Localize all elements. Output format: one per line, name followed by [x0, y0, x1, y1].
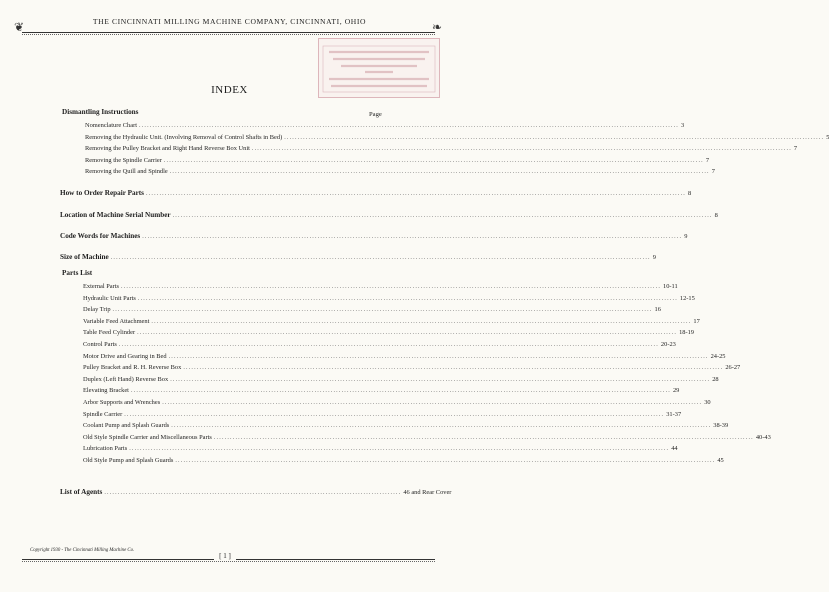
leader-dots: ........................................................................................................................................................................................................	[139, 123, 679, 129]
toc-entry-page: 38-39	[713, 422, 729, 430]
toc-entry	[83, 457, 724, 467]
toc-entry-label: Motor Drive and Gearing in Bed	[83, 352, 167, 360]
leader-dots: ........................................................................................................................................................................................................	[137, 295, 678, 302]
leader-dots: ........................................................................................................................................................................................................	[145, 191, 686, 197]
toc-entry-label: Old Style Spindle Carrier and Miscellaneous Parts	[83, 433, 212, 441]
running-header: THE CINCINNATI MILLING MACHINE COMPANY, CINCINNATI, OHIO	[92, 17, 367, 26]
toc-entry-label: How to Order Repair Parts	[60, 189, 144, 197]
leader-dots: ........................................................................................................................................................................................................	[163, 157, 704, 164]
toc-entry	[83, 399, 711, 409]
leader-dots: ........................................................................................................................................................................................................	[142, 234, 683, 240]
toc-entry-page: 17	[693, 317, 700, 325]
leader-dots: ........................................................................................................................................................................................................	[251, 146, 792, 152]
toc-entry-page: 9	[684, 233, 688, 240]
toc-entry	[83, 433, 771, 444]
toc-entry-label: Hydraulic Unit Parts	[83, 294, 136, 302]
toc-entry-label: Duplex (Left Hand) Reverse Box	[83, 375, 169, 383]
toc-entry	[83, 410, 682, 421]
toc-entry	[85, 156, 710, 167]
leader-dots: ........................................................................................................................................................................................................	[171, 423, 712, 430]
header-rule-dotted	[22, 34, 435, 35]
toc-entry	[83, 306, 661, 316]
page-number: [ 1 ]	[214, 552, 236, 560]
toc-entry	[83, 317, 700, 328]
toc-entry-page: 8	[714, 212, 718, 219]
toc-entry-page: 3	[681, 122, 685, 129]
toc-entry	[83, 422, 729, 432]
leader-dots: ........................................................................................................................................................................................................	[112, 307, 653, 314]
section-heading-parts: Parts List	[62, 269, 93, 277]
toc-entry-page: 7	[705, 156, 710, 164]
toc-entry	[83, 352, 726, 363]
section-heading-dismantling: Dismantling Instructions	[62, 108, 139, 116]
left-ornament-icon: ❦	[14, 20, 25, 34]
toc-entry-page: 5	[826, 133, 829, 141]
toc-entry	[60, 253, 656, 263]
leader-dots: ........................................................................................................................................................................................................	[175, 458, 716, 464]
toc-entry-page: 20-23	[660, 341, 676, 348]
page-column-label: Page	[369, 111, 382, 118]
toc-entry-label: Old Style Pump and Splash Guards	[83, 457, 174, 464]
toc-entry	[60, 189, 692, 199]
toc-entry-page: 28	[712, 375, 719, 383]
toc-entry-label: Elevating Bracket	[83, 387, 129, 395]
toc-entry-page: 12-15	[679, 294, 695, 302]
leader-dots: ........................................................................................................................................................................................................	[284, 134, 825, 141]
leader-dots: ..............................................................................................................	[104, 490, 402, 496]
leader-dots: ........................................................................................................................................................................................................	[213, 434, 754, 441]
toc-entry	[83, 375, 719, 386]
leader-dots: ........................................................................................................................................................................................................	[118, 342, 659, 348]
toc-entry	[83, 283, 678, 293]
toc-entry-label: Spindle Carrier	[83, 410, 123, 418]
toc-entry-label: Removing the Pulley Bracket and Right Hand Reverse Box Unit	[85, 145, 250, 152]
right-ornament-icon: ❧	[432, 20, 443, 34]
toc-entry	[85, 133, 829, 144]
toc-entry-page: 18-19	[679, 329, 695, 337]
leader-dots: ........................................................................................................................................................................................................	[124, 411, 665, 418]
toc-entry-page: 7	[711, 168, 715, 175]
footer-rule-dotted	[22, 561, 435, 562]
toc-entry-label: Size of Machine	[60, 253, 109, 261]
toc-entry-page: 45	[717, 457, 724, 464]
toc-entry-label: Removing the Spindle Carrier	[85, 156, 162, 164]
toc-entry-label: Code Words for Machines	[60, 232, 141, 240]
toc-entry	[83, 387, 680, 397]
leader-dots: ........................................................................................................................................................................................................	[172, 213, 713, 219]
leader-dots: ........................................................................................................................................................................................................	[110, 255, 651, 261]
toc-entry-page: 46 and Rear Cover	[403, 489, 452, 496]
toc-entry-agents	[60, 488, 452, 498]
toc-entry	[83, 294, 695, 305]
toc-entry-page: 7	[793, 145, 798, 152]
leader-dots: ........................................................................................................................................................................................................	[130, 388, 671, 395]
toc-entry-page: 24-25	[710, 352, 726, 360]
toc-entry	[83, 445, 678, 455]
toc-entry-label: Variable Feed Attachment	[83, 317, 150, 325]
toc-entry-label: Removing the Hydraulic Unit. (Involving Removal of Control Shafts in Bed)	[85, 133, 283, 141]
toc-entry-page: 8	[687, 190, 692, 197]
leader-dots: ........................................................................................................................................................................................................	[129, 446, 670, 453]
toc-entry-label: Lubrication Parts	[83, 445, 128, 453]
toc-entry-page: 16	[654, 306, 661, 314]
leader-dots: ........................................................................................................................................................................................................	[170, 376, 711, 383]
toc-entry-label: Pulley Bracket and R. H. Reverse Box	[83, 364, 182, 372]
toc-entry	[85, 145, 798, 155]
leader-dots: ........................................................................................................................................................................................................	[151, 318, 692, 325]
toc-entry-label: Removing the Quill and Spindle	[85, 168, 168, 175]
toc-entry-page: 29	[672, 387, 680, 395]
toc-entry-label: Location of Machine Serial Number	[60, 211, 171, 219]
toc-entry	[60, 232, 688, 242]
toc-entry	[85, 122, 685, 132]
toc-entry-label: Arbor Supports and Wrenches	[83, 399, 161, 406]
toc-entry-label: Control Parts	[83, 341, 117, 348]
toc-entry-page: 10-11	[663, 283, 678, 290]
toc-entry-label: Delay Trip	[83, 306, 111, 314]
copyright-notice: Copyright 1930 - The Cincinnati Milling Machine Co.	[30, 548, 135, 553]
toc-entry-page: 31-37	[666, 410, 682, 418]
toc-entry-page: 40-43	[755, 433, 771, 441]
leader-dots: ........................................................................................................................................................................................................	[169, 169, 710, 175]
header-rule	[22, 32, 435, 33]
toc-entry-page: 30	[704, 399, 711, 406]
toc-entry-label: Table Feed Cylinder	[83, 329, 136, 337]
leader-dots: ........................................................................................................................................................................................................	[168, 353, 709, 360]
toc-entry	[83, 329, 695, 339]
toc-entry-page: 26-27	[725, 364, 741, 372]
leader-dots: ........................................................................................................................................................................................................	[121, 284, 662, 290]
leader-dots: ........................................................................................................................................................................................................	[162, 400, 703, 406]
toc-entry-page: 44	[671, 445, 678, 453]
leader-dots: ........................................................................................................................................................................................................	[183, 365, 724, 372]
toc-entry-label: Nomenclature Chart	[85, 122, 137, 129]
toc-entry	[83, 364, 741, 374]
toc-entry	[83, 341, 676, 351]
toc-entry-label: External Parts	[83, 283, 120, 290]
toc-entry-page: 9	[652, 254, 656, 261]
toc-entry	[85, 168, 715, 178]
leader-dots: ........................................................................................................................................................................................................	[137, 330, 678, 337]
toc-entry-label: List of Agents	[60, 488, 103, 496]
page-title: INDEX	[211, 84, 248, 96]
toc-entry	[60, 211, 718, 221]
toc-entry-label: Coolant Pump and Splash Guards	[83, 422, 170, 430]
